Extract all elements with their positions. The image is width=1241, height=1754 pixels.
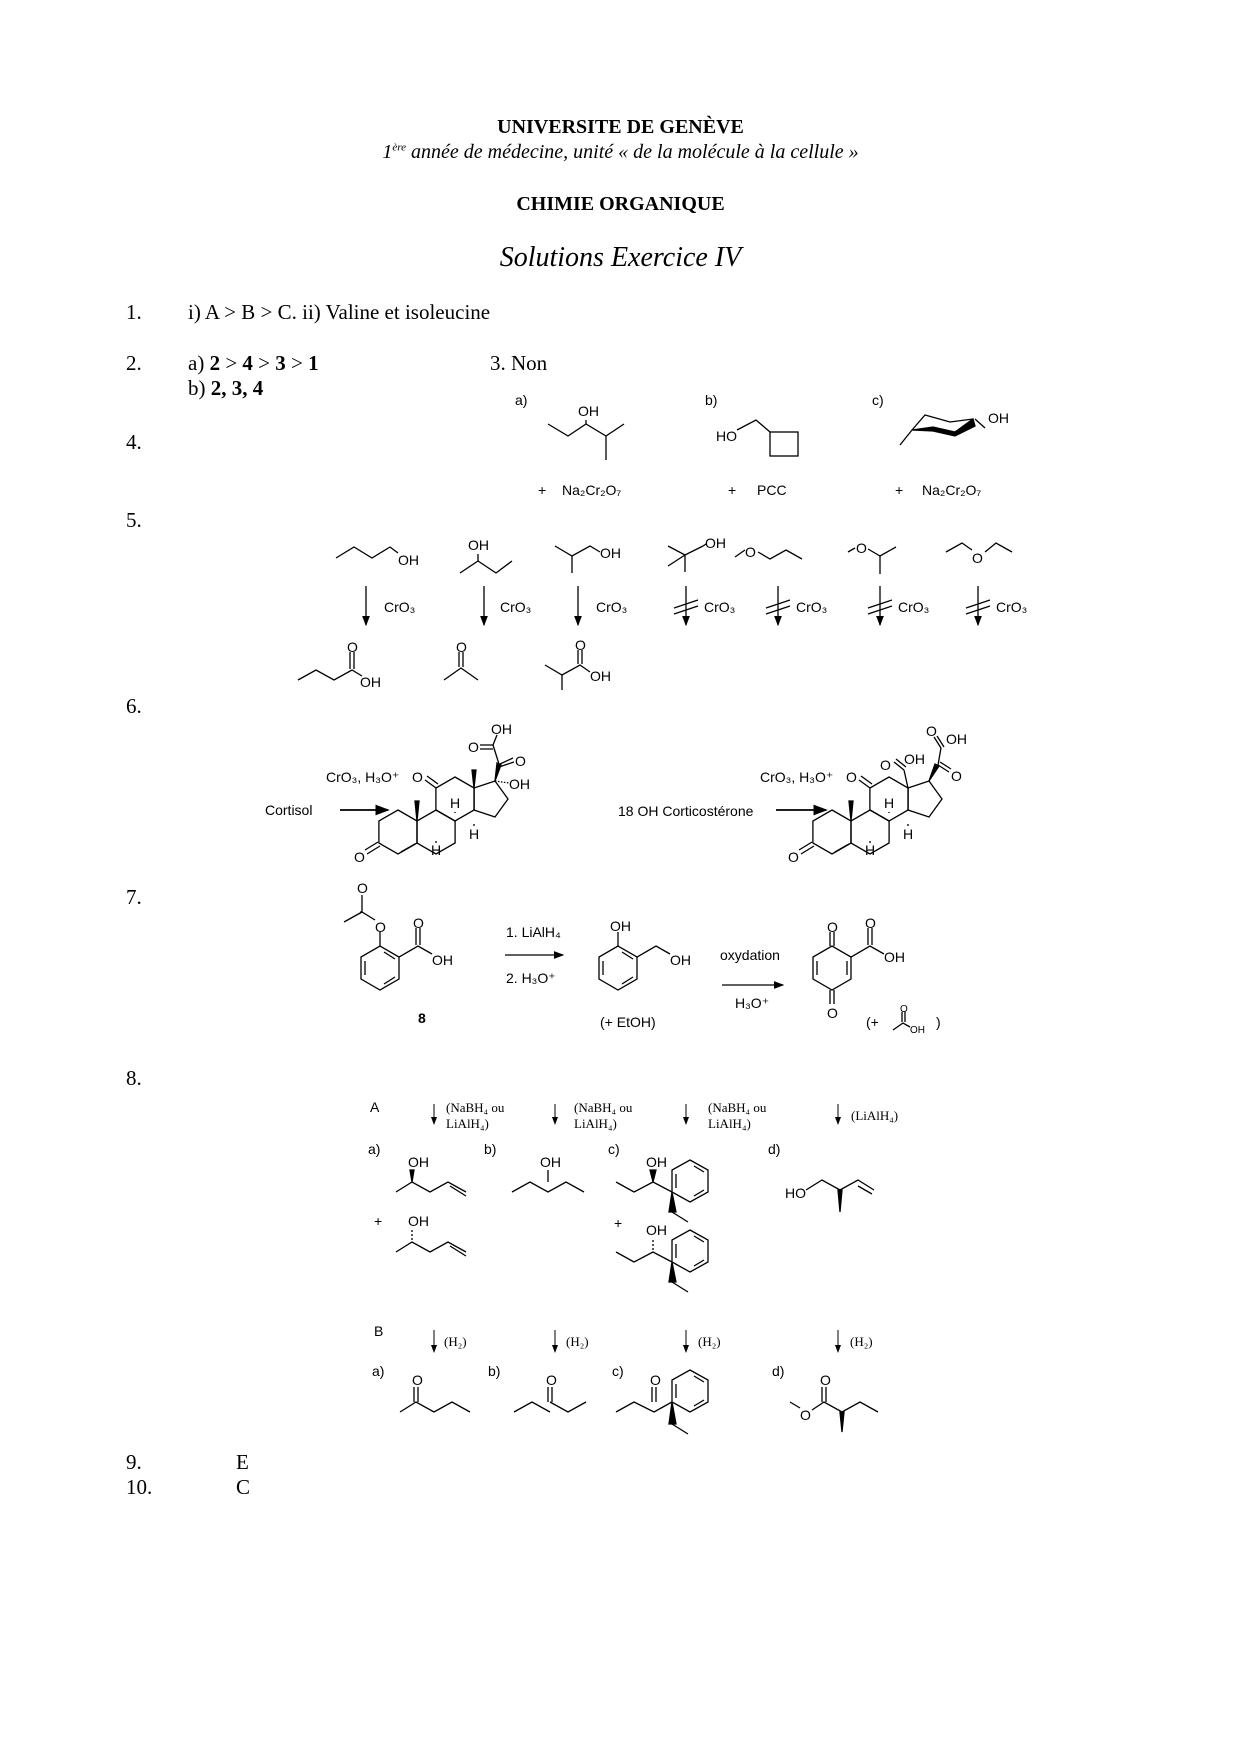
- svg-text:O: O: [865, 915, 876, 931]
- svg-text:OH: OH: [398, 552, 419, 568]
- molecule-cyclobutylmethanol: [716, 420, 798, 456]
- q1-number: 1.: [126, 300, 142, 324]
- svg-text:OH: OH: [904, 751, 925, 767]
- svg-text:O: O: [951, 768, 962, 784]
- svg-text:CrO₃: CrO₃: [596, 599, 628, 615]
- svg-text:(H₂): (H₂): [850, 1334, 873, 1349]
- q5-structures: [298, 535, 1027, 690]
- molecule-pentan-3-ol: [512, 1154, 584, 1192]
- svg-text:(H₂): (H₂): [566, 1334, 589, 1349]
- subtitle-sup: ère: [392, 141, 407, 154]
- svg-text:OH: OH: [509, 776, 530, 792]
- molecule-methyl-2-methylbutanoate: [790, 1372, 878, 1432]
- subtitle-text: année de médecine, unité « de la molécule à la cellule »: [406, 141, 859, 163]
- q4-label-b: b): [705, 392, 718, 408]
- svg-text:2. H₃O⁺: 2. H₃O⁺: [506, 970, 556, 986]
- svg-text:1. LiAlH₄: 1. LiAlH₄: [506, 924, 561, 940]
- svg-text:O: O: [412, 769, 423, 785]
- svg-text:a): a): [372, 1363, 385, 1379]
- svg-text:(+ EtOH): (+ EtOH): [600, 1014, 656, 1030]
- svg-text:CrO₃: CrO₃: [500, 599, 532, 615]
- svg-text:+: +: [728, 482, 737, 498]
- svg-text:OH: OH: [705, 535, 726, 551]
- q4-label-a: a): [515, 392, 528, 408]
- svg-text:O: O: [468, 739, 479, 755]
- svg-text:O: O: [900, 1004, 908, 1015]
- molecule-phenylhexanol-2: [616, 1222, 708, 1292]
- molecule-salicyl-alcohol: [599, 918, 691, 1030]
- svg-text:H: H: [450, 795, 461, 811]
- svg-text:B: B: [374, 1323, 384, 1339]
- svg-text:O: O: [515, 753, 526, 769]
- molecule-pentan-3-one: [514, 1372, 586, 1412]
- svg-text:(H₂): (H₂): [698, 1334, 721, 1349]
- svg-text:OH: OH: [646, 1154, 667, 1170]
- molecule-methyl-propyl-ether: [735, 544, 802, 560]
- svg-text:O: O: [820, 1372, 831, 1388]
- svg-text:OH: OH: [408, 1154, 429, 1170]
- molecule-pent-4-en-2-ol-R: [396, 1154, 466, 1196]
- reagent-pcc: PCC: [757, 482, 787, 498]
- molecule-aspirin: [344, 880, 453, 1026]
- svg-text:H: H: [884, 795, 895, 811]
- svg-text:H: H: [865, 842, 876, 858]
- arrows-cro3: [366, 586, 1027, 625]
- molecule-isobutanol: [555, 545, 621, 573]
- svg-text:O: O: [827, 1005, 838, 1021]
- steroid-ring-d: [908, 781, 942, 817]
- svg-text:O: O: [456, 639, 467, 655]
- svg-text:O: O: [856, 540, 867, 556]
- svg-text:): ): [936, 1014, 941, 1030]
- q3-answer: 3. Non: [490, 351, 548, 375]
- reagent-dichromate-c: Na₂Cr₂O₇: [922, 482, 982, 498]
- svg-text:LiAlH₄): LiAlH₄): [708, 1116, 751, 1131]
- svg-text:OH: OH: [360, 674, 381, 690]
- q2-a-answer: a) 2 > 4 > 3 > 1: [188, 351, 319, 375]
- q7-reaction: [344, 880, 941, 1036]
- svg-text:(NaBH₄ ou: (NaBH₄ ou: [574, 1100, 633, 1115]
- svg-text:(NaBH₄ ou: (NaBH₄ ou: [446, 1100, 505, 1115]
- svg-text:O: O: [745, 544, 756, 560]
- q2-a-label: a): [188, 351, 210, 375]
- q4-number: 4.: [126, 430, 142, 454]
- svg-text:O: O: [357, 880, 368, 896]
- svg-text:(LiAlH₄): (LiAlH₄): [851, 1108, 899, 1123]
- q1-answer: i) A > B > C. ii) Valine et isoleucine: [188, 300, 491, 324]
- svg-text:(NaBH₄ ou: (NaBH₄ ou: [708, 1100, 767, 1115]
- svg-text:H: H: [903, 826, 914, 842]
- svg-text:b): b): [484, 1141, 497, 1157]
- svg-text:HO: HO: [716, 428, 737, 444]
- q10-answer: C: [236, 1475, 251, 1499]
- molecule-pentan-2-one: [400, 1372, 470, 1412]
- page-title: Solutions Exercice IV: [499, 242, 742, 273]
- molecule-butan-1-ol: [336, 547, 419, 568]
- svg-text:OH: OH: [610, 918, 631, 934]
- q8-number: 8.: [126, 1066, 142, 1090]
- svg-text:OH: OH: [884, 949, 905, 965]
- svg-text:+: +: [374, 1213, 383, 1229]
- svg-text:O: O: [972, 550, 983, 566]
- svg-text:A: A: [370, 1099, 380, 1115]
- q5-number: 5.: [126, 508, 142, 532]
- molecule-methyl-isopropyl-ether: [848, 540, 896, 574]
- svg-text:OH: OH: [646, 1222, 667, 1238]
- svg-text:OH: OH: [910, 1025, 925, 1036]
- svg-text:O: O: [413, 915, 424, 931]
- molecule-butanone: [444, 639, 478, 680]
- svg-text:H: H: [469, 826, 480, 842]
- svg-text:O: O: [846, 769, 857, 785]
- svg-text:CrO₃, H₃O⁺: CrO₃, H₃O⁺: [760, 769, 834, 785]
- molecule-phenylhexanone: [616, 1370, 708, 1434]
- q9-number: 9.: [126, 1450, 142, 1474]
- steroid-product-1: [354, 721, 530, 865]
- svg-text:HO: HO: [785, 1185, 806, 1201]
- svg-text:OH: OH: [432, 952, 453, 968]
- cortisol-label: Cortisol: [265, 802, 313, 818]
- steroid-ring-0: [379, 810, 417, 854]
- byproduct-acetic-acid: [866, 1004, 941, 1036]
- q2-number: 2.: [126, 351, 142, 375]
- svg-text:O: O: [926, 723, 937, 739]
- svg-text:OH: OH: [491, 721, 512, 737]
- svg-text:(H₂): (H₂): [444, 1334, 467, 1349]
- svg-text:OH: OH: [946, 731, 967, 747]
- molecule-quinone-acid: [813, 915, 905, 1021]
- q10-number: 10.: [126, 1475, 153, 1499]
- molecule-2-methylpentan-3-ol: [548, 403, 624, 460]
- molecule-pent-4-en-2-ol-S: [396, 1213, 466, 1256]
- svg-text:d): d): [772, 1363, 785, 1379]
- q2-b-answer: b) 2, 3, 4: [188, 376, 264, 400]
- q8-part-a: [368, 1099, 898, 1292]
- svg-text:H: H: [431, 842, 442, 858]
- svg-text:O: O: [880, 757, 891, 773]
- molecule-2-methylbut-3-en-1-ol: [785, 1180, 874, 1212]
- svg-text:+: +: [895, 482, 904, 498]
- molecule-phenylhexanol-1: [616, 1154, 708, 1222]
- svg-text:CrO₃: CrO₃: [704, 599, 736, 615]
- q4-structures: [515, 392, 1009, 498]
- svg-text:O: O: [575, 637, 586, 653]
- molecule-butanoic-acid: [298, 639, 381, 690]
- svg-text:b): b): [488, 1363, 501, 1379]
- svg-text:H₃O⁺: H₃O⁺: [735, 995, 770, 1011]
- svg-text:CrO₃: CrO₃: [796, 599, 828, 615]
- svg-text:OH: OH: [600, 545, 621, 561]
- steroid-ring-0: [813, 810, 851, 854]
- q6-reactions: [265, 721, 967, 865]
- svg-text:d): d): [768, 1141, 781, 1157]
- svg-text:O: O: [546, 1372, 557, 1388]
- molecule-isobutyric-acid: [545, 637, 611, 690]
- svg-text:OH: OH: [590, 668, 611, 684]
- q8-part-b: [372, 1323, 878, 1434]
- svg-text:O: O: [412, 1372, 423, 1388]
- molecule-diethyl-ether: [946, 543, 1012, 566]
- svg-text:CrO₃: CrO₃: [384, 599, 416, 615]
- university-name: UNIVERSITE DE GENÈVE: [497, 116, 744, 138]
- svg-text:LiAlH₄): LiAlH₄): [574, 1116, 617, 1131]
- q6-number: 6.: [126, 694, 142, 718]
- steroid-product-2: [788, 723, 967, 865]
- svg-text:CrO₃: CrO₃: [996, 599, 1028, 615]
- svg-text:O: O: [375, 919, 386, 935]
- molecule-butan-2-ol: [460, 537, 512, 573]
- svg-text:CrO₃, H₃O⁺: CrO₃, H₃O⁺: [326, 769, 400, 785]
- svg-text:a): a): [368, 1141, 381, 1157]
- svg-text:O: O: [800, 1407, 811, 1423]
- svg-text:O: O: [354, 849, 365, 865]
- corticosterone-label: 18 OH Corticostérone: [618, 803, 754, 819]
- svg-text:(+: (+: [866, 1014, 879, 1030]
- svg-text:LiAlH₄): LiAlH₄): [446, 1116, 489, 1131]
- svg-text:oxydation: oxydation: [720, 947, 780, 963]
- svg-text:OH: OH: [578, 403, 599, 419]
- steroid-ring-d: [474, 781, 508, 817]
- compound-number: 8: [418, 1010, 426, 1026]
- subtitle-year: 1: [382, 141, 393, 163]
- molecule-tert-butanol: [668, 535, 726, 572]
- svg-text:OH: OH: [988, 410, 1009, 426]
- svg-text:O: O: [788, 849, 799, 865]
- q7-number: 7.: [126, 885, 142, 909]
- svg-text:O: O: [827, 919, 838, 935]
- molecule-cyclohexanol-chair: [900, 410, 1009, 445]
- svg-text:O: O: [650, 1372, 661, 1388]
- svg-text:+: +: [538, 482, 547, 498]
- svg-text:O: O: [347, 639, 358, 655]
- svg-text:c): c): [608, 1141, 620, 1157]
- svg-text:OH: OH: [670, 952, 691, 968]
- q9-answer: E: [236, 1450, 249, 1474]
- reagent-dichromate-a: Na₂Cr₂O₇: [562, 482, 622, 498]
- svg-text:CrO₃: CrO₃: [898, 599, 930, 615]
- course-title: CHIMIE ORGANIQUE: [516, 193, 725, 215]
- svg-text:OH: OH: [540, 1154, 561, 1170]
- q4-label-c: c): [872, 392, 884, 408]
- svg-text:OH: OH: [468, 537, 489, 553]
- svg-text:+: +: [614, 1215, 623, 1231]
- svg-text:c): c): [612, 1363, 624, 1379]
- svg-text:OH: OH: [408, 1213, 429, 1229]
